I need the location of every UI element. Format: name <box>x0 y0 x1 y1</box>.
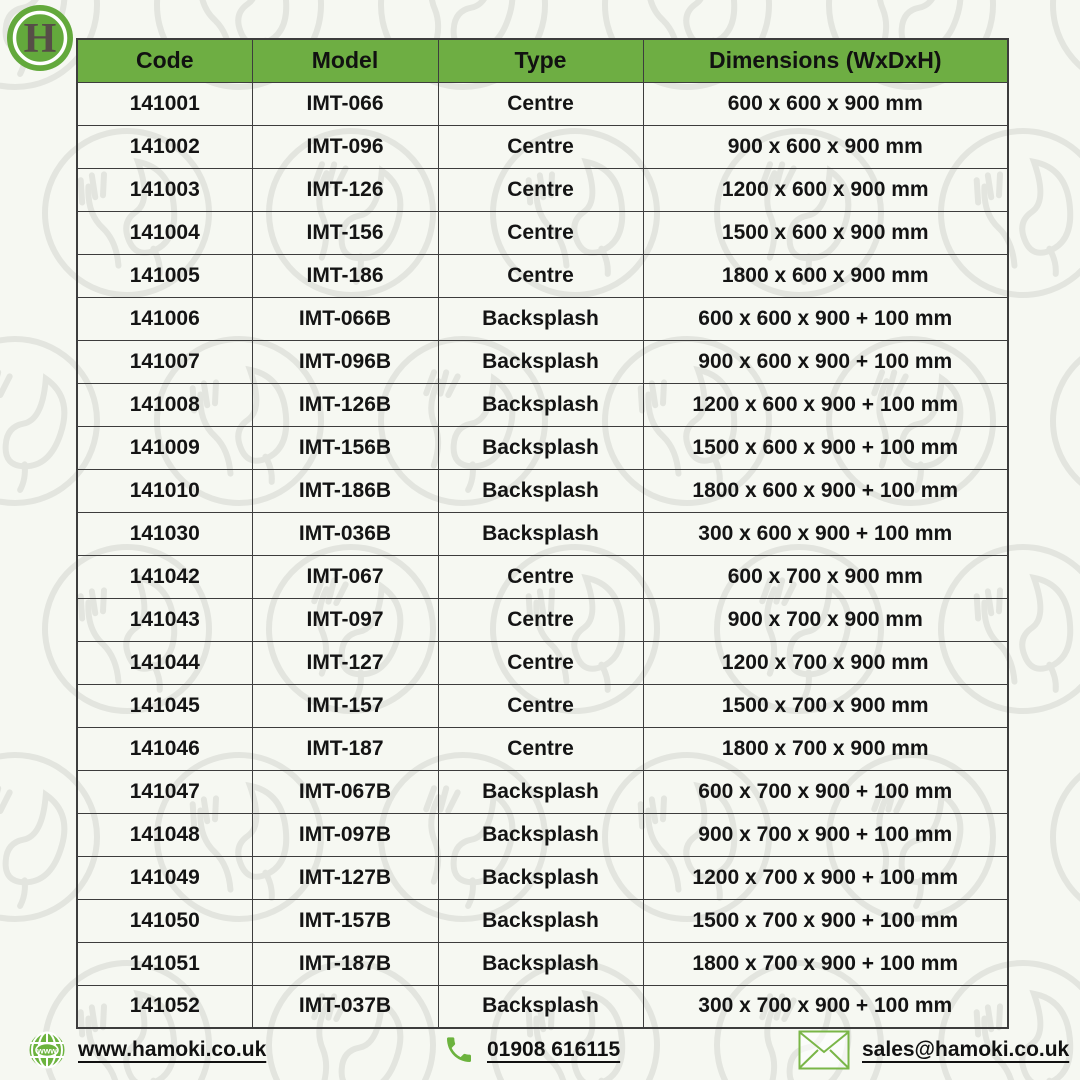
cell-dimensions: 600 x 700 x 900 + 100 mm <box>643 770 1008 813</box>
footer-contact-bar <box>0 1028 1080 1080</box>
cell-type: Centre <box>438 211 643 254</box>
cell-dimensions: 1200 x 600 x 900 + 100 mm <box>643 383 1008 426</box>
cell-dimensions: 1800 x 600 x 900 + 100 mm <box>643 469 1008 512</box>
cell-model: IMT-097 <box>252 598 438 641</box>
table-row <box>77 684 1008 727</box>
cell-code: 141043 <box>77 598 252 641</box>
cell-type: Backsplash <box>438 856 643 899</box>
footer-phone-group <box>443 1028 620 1072</box>
cell-type: Backsplash <box>438 985 643 1028</box>
brand-logo-icon <box>6 4 74 72</box>
cell-model: IMT-187 <box>252 727 438 770</box>
column-header-model: Model <box>252 39 438 82</box>
table-row <box>77 82 1008 125</box>
cell-model: IMT-157B <box>252 899 438 942</box>
cell-model: IMT-127B <box>252 856 438 899</box>
cell-dimensions: 1800 x 700 x 900 + 100 mm <box>643 942 1008 985</box>
cell-dimensions: 1500 x 700 x 900 + 100 mm <box>643 899 1008 942</box>
table-row <box>77 168 1008 211</box>
brand-logo <box>6 4 74 72</box>
column-header-type: Type <box>438 39 643 82</box>
cell-dimensions: 1500 x 700 x 900 mm <box>643 684 1008 727</box>
cell-type: Backsplash <box>438 340 643 383</box>
watermark-tile <box>1040 0 1080 105</box>
cell-code: 141051 <box>77 942 252 985</box>
cell-code: 141006 <box>77 297 252 340</box>
table-row <box>77 899 1008 942</box>
cell-code: 141046 <box>77 727 252 770</box>
cell-code: 141049 <box>77 856 252 899</box>
cell-model: IMT-127 <box>252 641 438 684</box>
cell-dimensions: 900 x 700 x 900 mm <box>643 598 1008 641</box>
cell-code: 141045 <box>77 684 252 727</box>
cell-type: Backsplash <box>438 383 643 426</box>
table-row <box>77 856 1008 899</box>
cell-model: IMT-186B <box>252 469 438 512</box>
cell-type: Centre <box>438 598 643 641</box>
column-header-code: Code <box>77 39 252 82</box>
table-row <box>77 254 1008 297</box>
phone-icon <box>443 1034 475 1066</box>
table-row <box>77 598 1008 641</box>
cell-dimensions: 1800 x 700 x 900 mm <box>643 727 1008 770</box>
cell-dimensions: 600 x 700 x 900 mm <box>643 555 1008 598</box>
cell-dimensions: 1500 x 600 x 900 mm <box>643 211 1008 254</box>
cell-code: 141005 <box>77 254 252 297</box>
table-row <box>77 512 1008 555</box>
cell-code: 141008 <box>77 383 252 426</box>
table-row <box>77 813 1008 856</box>
watermark-tile <box>1040 742 1080 937</box>
table-row <box>77 469 1008 512</box>
cell-model: IMT-156B <box>252 426 438 469</box>
cell-type: Centre <box>438 168 643 211</box>
cell-model: IMT-097B <box>252 813 438 856</box>
table-row <box>77 770 1008 813</box>
cell-type: Centre <box>438 727 643 770</box>
cell-dimensions: 600 x 600 x 900 mm <box>643 82 1008 125</box>
cell-code: 141004 <box>77 211 252 254</box>
cell-code: 141007 <box>77 340 252 383</box>
cell-model: IMT-096B <box>252 340 438 383</box>
cell-code: 141047 <box>77 770 252 813</box>
cell-model: IMT-126 <box>252 168 438 211</box>
cell-dimensions: 900 x 600 x 900 mm <box>643 125 1008 168</box>
cell-type: Centre <box>438 684 643 727</box>
phone-link[interactable]: 01908 616115 <box>487 1038 621 1061</box>
cell-dimensions: 900 x 600 x 900 + 100 mm <box>643 340 1008 383</box>
table-row <box>77 297 1008 340</box>
cell-model: IMT-036B <box>252 512 438 555</box>
cell-code: 141003 <box>77 168 252 211</box>
cell-dimensions: 900 x 700 x 900 + 100 mm <box>643 813 1008 856</box>
cell-type: Backsplash <box>438 297 643 340</box>
cell-code: 141044 <box>77 641 252 684</box>
cell-type: Centre <box>438 82 643 125</box>
cell-model: IMT-037B <box>252 985 438 1028</box>
cell-type: Backsplash <box>438 512 643 555</box>
table-row <box>77 125 1008 168</box>
table-body <box>77 82 1008 1028</box>
table-row <box>77 727 1008 770</box>
cell-model: IMT-156 <box>252 211 438 254</box>
cell-model: IMT-157 <box>252 684 438 727</box>
cell-dimensions: 600 x 600 x 900 + 100 mm <box>643 297 1008 340</box>
cell-dimensions: 1800 x 600 x 900 mm <box>643 254 1008 297</box>
table-row <box>77 383 1008 426</box>
cell-code: 141030 <box>77 512 252 555</box>
email-link[interactable]: sales@hamoki.co.uk <box>862 1038 1070 1061</box>
cell-code: 141050 <box>77 899 252 942</box>
cell-code: 141009 <box>77 426 252 469</box>
cell-type: Centre <box>438 125 643 168</box>
cell-type: Backsplash <box>438 426 643 469</box>
cell-model: IMT-067 <box>252 555 438 598</box>
table-header-row <box>77 39 1008 82</box>
cell-type: Backsplash <box>438 770 643 813</box>
footer-website-group <box>28 1028 266 1072</box>
cell-code: 141048 <box>77 813 252 856</box>
cell-code: 141001 <box>77 82 252 125</box>
cell-type: Backsplash <box>438 942 643 985</box>
cell-model: IMT-126B <box>252 383 438 426</box>
cell-model: IMT-096 <box>252 125 438 168</box>
table-row <box>77 641 1008 684</box>
cell-model: IMT-067B <box>252 770 438 813</box>
product-spec-table <box>76 38 1007 1029</box>
cell-model: IMT-066 <box>252 82 438 125</box>
cell-code: 141052 <box>77 985 252 1028</box>
cell-dimensions: 1500 x 600 x 900 + 100 mm <box>643 426 1008 469</box>
cell-code: 141010 <box>77 469 252 512</box>
cell-dimensions: 1200 x 600 x 900 mm <box>643 168 1008 211</box>
watermark-tile <box>1040 326 1080 521</box>
cell-dimensions: 300 x 700 x 900 + 100 mm <box>643 985 1008 1028</box>
cell-model: IMT-187B <box>252 942 438 985</box>
cell-code: 141002 <box>77 125 252 168</box>
footer-email-group <box>798 1028 1069 1072</box>
cell-type: Centre <box>438 254 643 297</box>
cell-type: Centre <box>438 641 643 684</box>
table-row <box>77 985 1008 1028</box>
table-row <box>77 340 1008 383</box>
cell-dimensions: 300 x 600 x 900 + 100 mm <box>643 512 1008 555</box>
cell-type: Centre <box>438 555 643 598</box>
cell-dimensions: 1200 x 700 x 900 mm <box>643 641 1008 684</box>
cell-dimensions: 1200 x 700 x 900 + 100 mm <box>643 856 1008 899</box>
cell-model: IMT-186 <box>252 254 438 297</box>
globe-icon <box>28 1031 66 1069</box>
table-row <box>77 942 1008 985</box>
svg-text:www: www <box>37 1045 57 1056</box>
website-link[interactable]: www.hamoki.co.uk <box>78 1038 267 1061</box>
cell-type: Backsplash <box>438 899 643 942</box>
cell-type: Backsplash <box>438 813 643 856</box>
column-header-dimensions: Dimensions (WxDxH) <box>643 39 1008 82</box>
cell-model: IMT-066B <box>252 297 438 340</box>
table-row <box>77 426 1008 469</box>
cell-type: Backsplash <box>438 469 643 512</box>
table-row <box>77 211 1008 254</box>
table-row <box>77 555 1008 598</box>
brand-logo-letter: H <box>23 16 57 62</box>
cell-code: 141042 <box>77 555 252 598</box>
email-icon <box>798 1030 850 1070</box>
